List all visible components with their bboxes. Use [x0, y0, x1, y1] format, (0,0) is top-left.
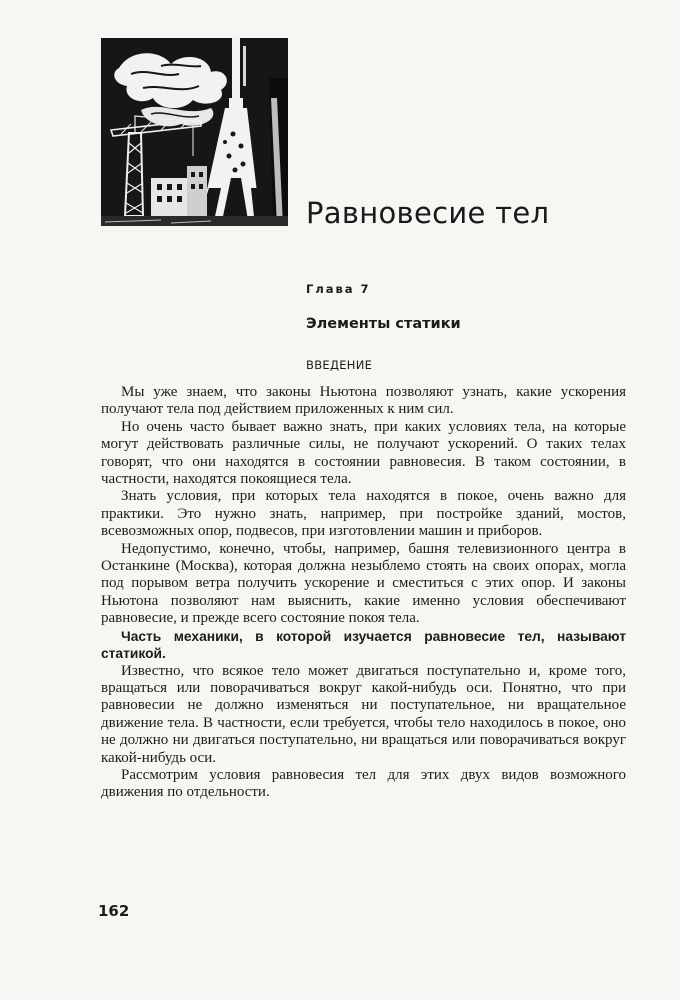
chapter-title: Элементы статики: [306, 316, 461, 332]
paragraph: Недопустимо, конечно, чтобы, например, башня телевизионного центра в Останкине (Москва), которая должна незыблемо стоять на своих опорах, могла под порывом ветра получить ускорение и сместиться с этих опор. И законы Ньютона позволяют нам выяснить, какие именно условия обеспечивают равновесие, и прежде всего состояние покоя тела.: [101, 540, 626, 627]
tv-tower-crane-illustration: [101, 38, 288, 226]
paragraph: Но очень часто бывает важно знать, при каких условиях тела, на которые могут действовать различные силы, не получают ускорений. О таких телах говорят, что они находятся в состоянии равновесия. В таком состоянии, в частности, находятся покоящиеся тела.: [101, 418, 626, 488]
paragraph: Известно, что всякое тело может двигаться поступательно и, кроме того, вращаться или поворачиваться вокруг какой-нибудь оси. Понятно, что при равновесии не должно изменяться ни поступательное, ни вращательное движение тела. В частности, если требуется, чтобы тело находилось в покое, оно не должно ни двигаться поступательно, ни вращаться или поворачиваться вокруг какой-нибудь оси.: [101, 662, 626, 766]
paragraph: Рассмотрим условия равновесия тел для этих двух видов возможного движения по отдельности.: [101, 766, 626, 801]
chapter-label: Глава 7: [306, 282, 371, 296]
paragraph: Знать условия, при которых тела находятся в покое, очень важно для практики. Это нужно знать, например, при постройке зданий, мостов, всевозможных опор, подвесов, при изготовлении машин и приборов.: [101, 488, 626, 540]
page-number: 162: [98, 902, 130, 920]
paragraph: Мы уже знаем, что законы Ньютона позволяют узнать, какие ускорения получают тела под действием приложенных к ним сил.: [101, 384, 626, 418]
definition-paragraph: Часть механики, в которой изучается равновесие тел, называют статикой.: [101, 628, 626, 662]
body-text: [101, 384, 626, 802]
section-title: Равновесие тел: [306, 196, 550, 230]
chapter-illustration: [101, 38, 288, 226]
subsection-heading: ВВЕДЕНИЕ: [306, 358, 373, 372]
